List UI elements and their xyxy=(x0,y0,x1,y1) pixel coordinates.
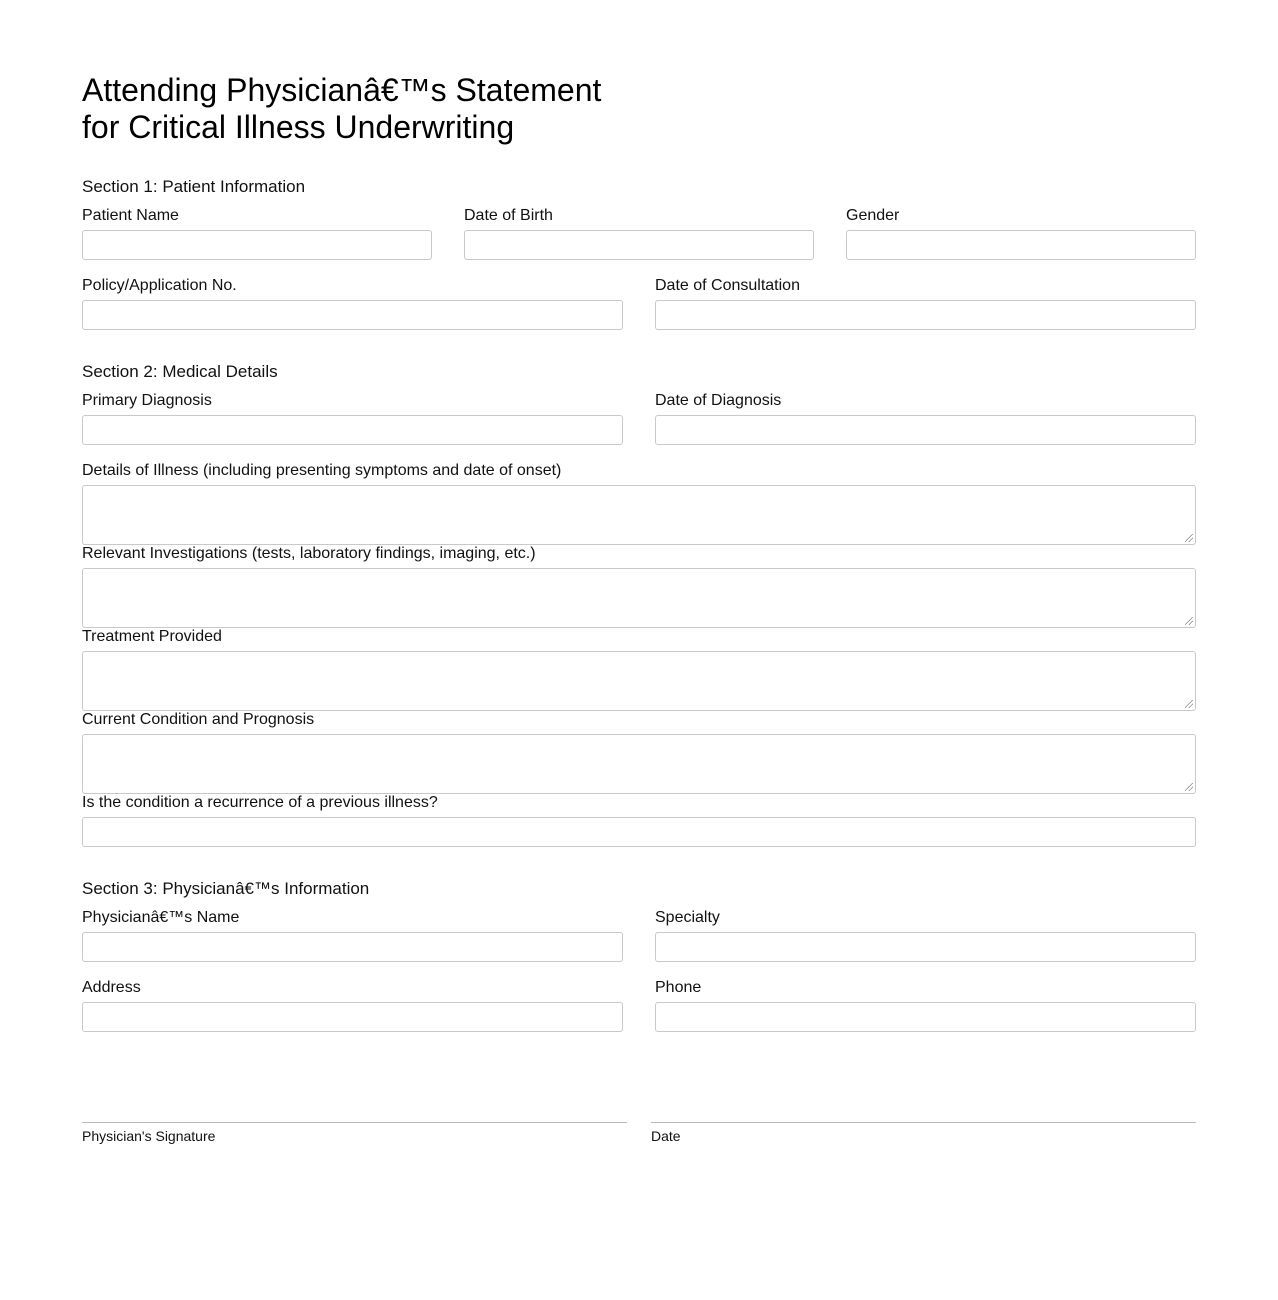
resize-handle-icon[interactable] xyxy=(1185,534,1193,542)
relevant-investigations-label: Relevant Investigations (tests, laboratory findings, imaging, etc.) xyxy=(82,545,536,562)
primary-diagnosis-input[interactable] xyxy=(82,415,623,445)
address-label: Address xyxy=(82,979,141,996)
policy-no-label: Policy/Application No. xyxy=(82,277,237,294)
policy-no-input[interactable] xyxy=(82,300,623,330)
treatment-provided-textarea[interactable] xyxy=(82,651,1196,711)
date-label: Date xyxy=(651,1128,681,1144)
details-of-illness-textarea[interactable] xyxy=(82,485,1196,545)
date-of-birth-input[interactable] xyxy=(464,230,814,260)
recurrence-label: Is the condition a recurrence of a previous illness? xyxy=(82,794,438,811)
date-of-diagnosis-label: Date of Diagnosis xyxy=(655,392,782,409)
phone-input[interactable] xyxy=(655,1002,1196,1032)
resize-handle-icon[interactable] xyxy=(1185,783,1193,791)
patient-name-input[interactable] xyxy=(82,230,432,260)
details-of-illness-label: Details of Illness (including presenting symptoms and date of onset) xyxy=(82,462,562,479)
gender-label: Gender xyxy=(846,207,900,224)
relevant-investigations-textarea[interactable] xyxy=(82,568,1196,628)
phone-label: Phone xyxy=(655,979,702,996)
primary-diagnosis-label: Primary Diagnosis xyxy=(82,392,212,409)
current-condition-textarea[interactable] xyxy=(82,734,1196,794)
specialty-label: Specialty xyxy=(655,909,720,926)
section-1-title: Section 1: Patient Information xyxy=(82,177,306,196)
title-line-2: for Critical Illness Underwriting xyxy=(82,109,515,145)
address-input[interactable] xyxy=(82,1002,623,1032)
signature-label: Physician's Signature xyxy=(82,1128,216,1144)
date-of-consultation-input[interactable] xyxy=(655,300,1196,330)
specialty-input[interactable] xyxy=(655,932,1196,962)
date-of-consultation-label: Date of Consultation xyxy=(655,277,800,294)
signature-line xyxy=(82,1122,627,1123)
resize-handle-icon[interactable] xyxy=(1185,617,1193,625)
date-of-birth-label: Date of Birth xyxy=(464,207,553,224)
physician-name-input[interactable] xyxy=(82,932,623,962)
resize-handle-icon[interactable] xyxy=(1185,700,1193,708)
date-line xyxy=(651,1122,1196,1123)
section-3-title: Section 3: Physicianâ€™s Information xyxy=(82,879,370,898)
title-line-1: Attending Physicianâ€™s Statement xyxy=(82,72,602,108)
physician-name-label: Physicianâ€™s Name xyxy=(82,909,240,926)
recurrence-input[interactable] xyxy=(82,817,1196,847)
current-condition-label: Current Condition and Prognosis xyxy=(82,711,315,728)
date-of-diagnosis-input[interactable] xyxy=(655,415,1196,445)
page-title xyxy=(82,72,642,146)
treatment-provided-label: Treatment Provided xyxy=(82,628,222,645)
section-2-title: Section 2: Medical Details xyxy=(82,362,278,381)
patient-name-label: Patient Name xyxy=(82,207,179,224)
gender-input[interactable] xyxy=(846,230,1196,260)
